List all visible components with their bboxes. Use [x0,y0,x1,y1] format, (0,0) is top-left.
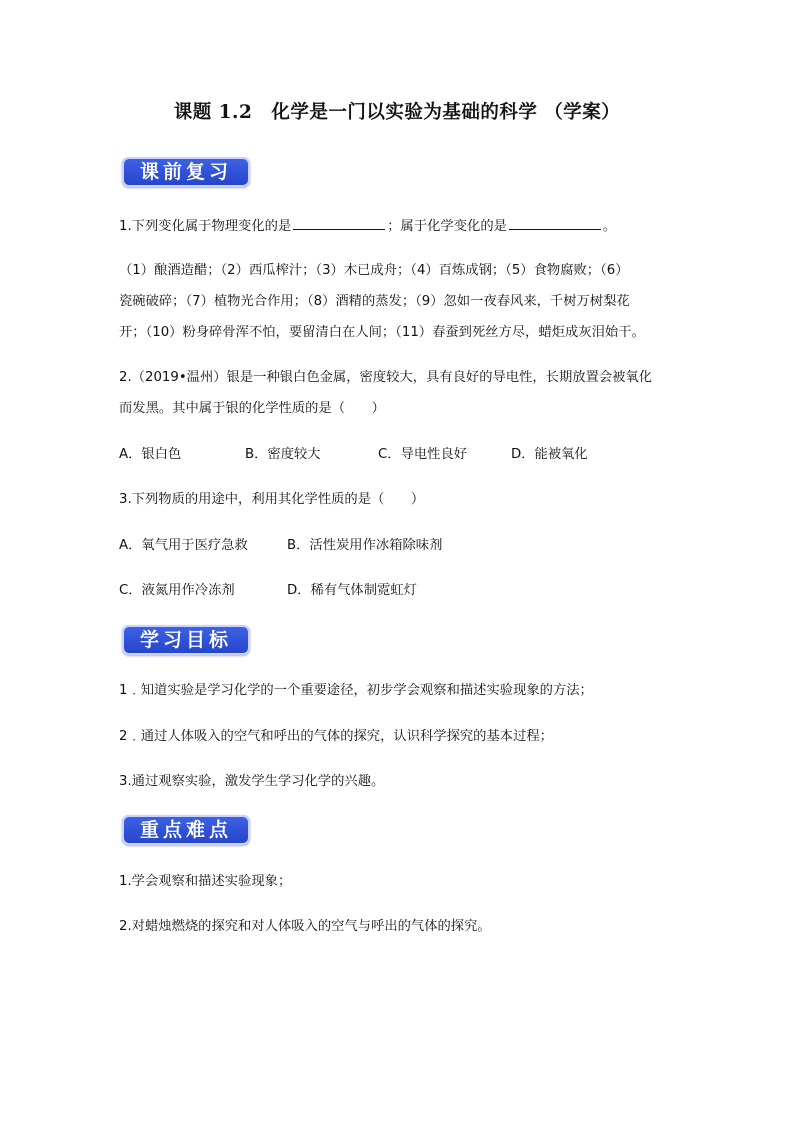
q3-option-c: C．液氮用作冷冻剂 [119,583,235,598]
q1-suffix: 。 [602,219,617,234]
question-1-line-1: （1）酿酒造醋；（2）西瓜榨汁；（3）木已成舟；（4）百炼成钢；（5）食物腐败；（6） [119,263,629,278]
q3-option-d: D．稀有气体制霓虹灯 [287,583,417,598]
q1-blank-physical [293,215,385,230]
q2-option-c: C．导电性良好 [378,447,468,462]
section-badge-key-points: 重点难点 [122,815,250,845]
goal-item-2: 2﹒通过人体吸入的空气和呼出的气体的探究，认识科学探究的基本过程； [119,729,553,744]
question-2-line-2: 而发黑。其中属于银的化学性质的是（ ） [119,401,385,416]
q3-option-b: B．活性炭用作冰箱除味剂 [287,538,443,553]
question-3-stem: 3.下列物质的用途中，利用其化学性质的是（ ） [119,492,425,507]
q2-option-d: D．能被氧化 [511,447,588,462]
goal-item-1: 1﹒知道实验是学习化学的一个重要途径，初步学会观察和描述实验现象的方法； [119,683,593,698]
key-point-1: 1.学会观察和描述实验现象； [119,874,292,889]
key-point-2: 2.对蜡烛燃烧的探究和对人体吸入的空气与呼出的气体的探究。 [119,919,491,934]
q2-option-b: B．密度较大 [245,447,321,462]
q1-middle: ；属于化学变化的是 [387,219,507,234]
question-3-options-row-2 [119,581,679,600]
question-3-options-row-1 [119,536,679,555]
goal-item-3: 3.通过观察实验，激发学生学习化学的兴趣。 [119,774,385,789]
question-1-line-2: 瓷碗破碎；（7）植物光合作用；（8）酒精的蒸发；（9）忽如一夜春风来，千树万树梨花 [119,294,630,309]
q1-blank-chemical [509,215,601,230]
page-title: 课题 1.2 化学是一门以实验为基础的科学 （学案） [173,102,621,123]
question-2-options [119,445,679,464]
q2-option-a: A．银白色 [119,447,182,462]
question-2-line-1: 2.（2019•温州）银是一种银白色金属，密度较大，具有良好的导电性，长期放置会被氧化 [119,370,653,385]
question-1-stem [119,215,679,236]
section-badge-review: 课前复习 [122,157,250,187]
q1-prefix: 1.下列变化属于物理变化的是 [119,219,292,234]
section-badge-goals: 学习目标 [122,625,250,655]
question-1-line-3: 开；（10）粉身碎骨浑不怕，要留清白在人间；（11）春蚕到死丝方尽，蜡炬成灰泪始干。 [119,325,645,340]
q3-option-a: A．氧气用于医疗急救 [119,538,248,553]
